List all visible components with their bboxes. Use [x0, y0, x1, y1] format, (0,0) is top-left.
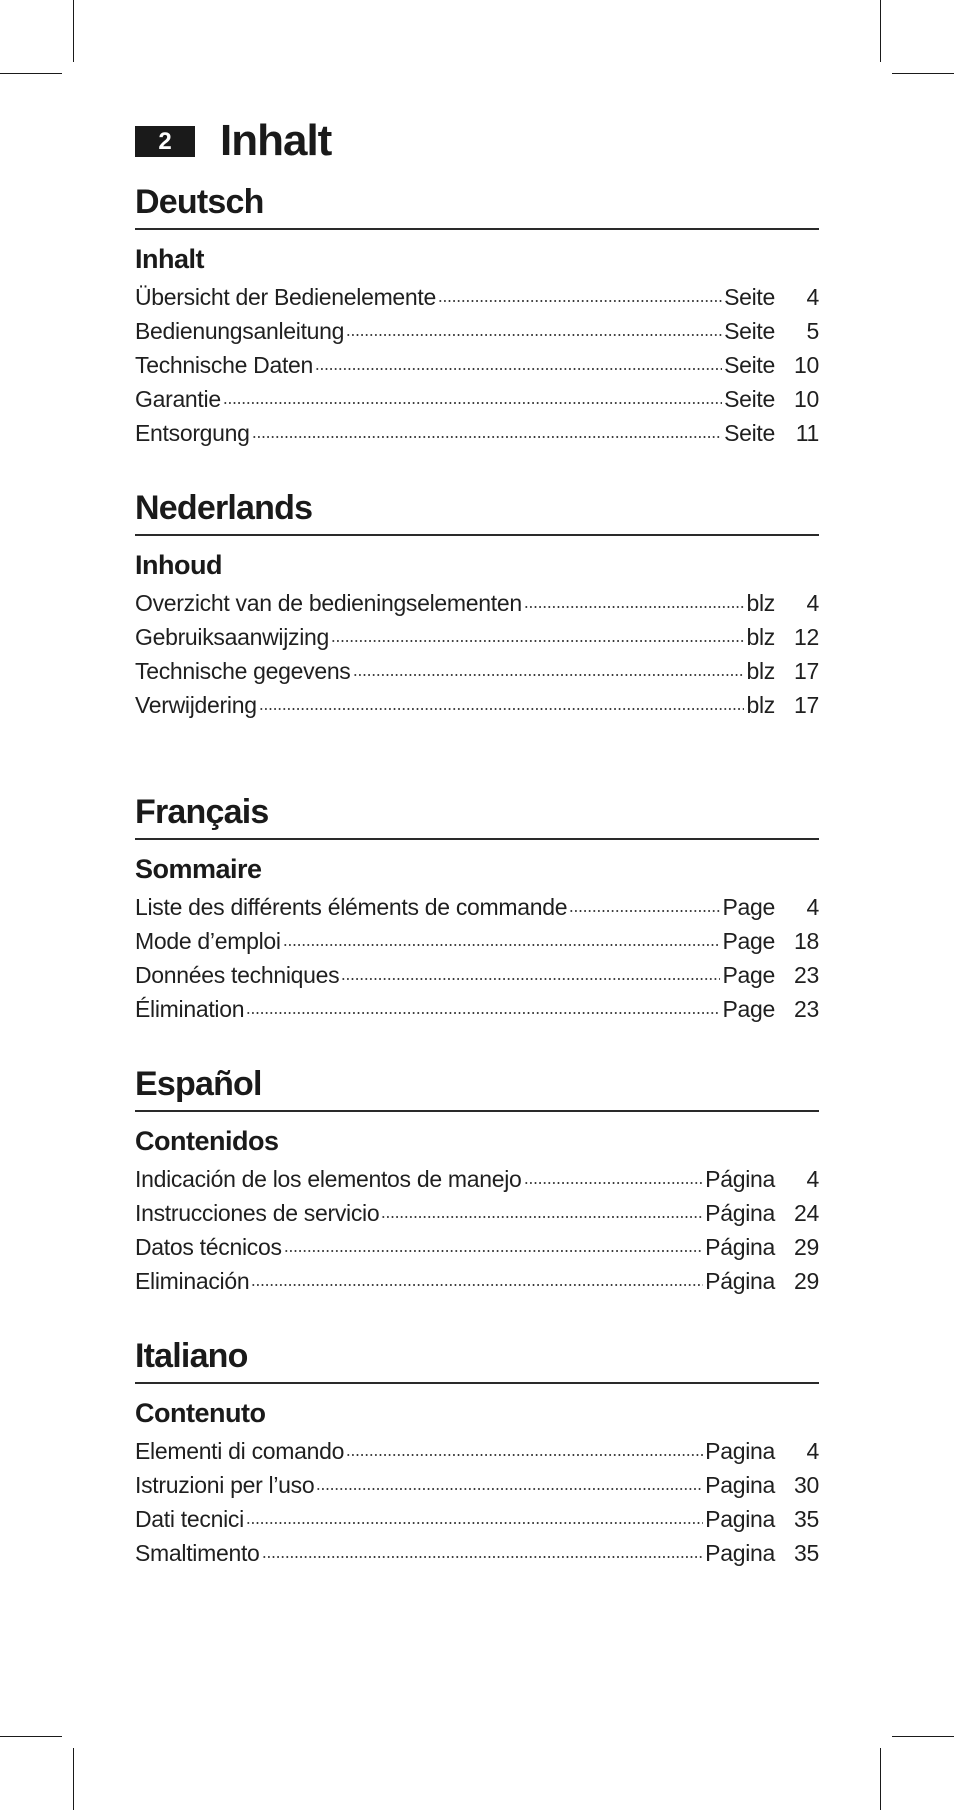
- toc-page-label: blz: [746, 624, 775, 650]
- language-heading: Español: [135, 1064, 819, 1112]
- dot-leader: [341, 976, 720, 982]
- toc-entry-title: Elementi di comando: [135, 1438, 345, 1464]
- toc-entry[interactable]: [135, 1196, 819, 1230]
- toc-page-number: 24: [794, 1200, 819, 1226]
- toc-entry[interactable]: [135, 1536, 819, 1570]
- toc-entry-title: Istruzioni per l’uso: [135, 1472, 315, 1498]
- dot-leader: [283, 942, 721, 948]
- toc-entry-title: Instrucciones de servicio: [135, 1200, 380, 1226]
- toc-page-label: Pagina: [705, 1438, 775, 1464]
- toc-page-number: 23: [794, 962, 819, 988]
- toc-page-label: Página: [705, 1166, 775, 1192]
- toc-page-label: Seite: [724, 386, 775, 412]
- toc-entry-title: Liste des différents éléments de commande: [135, 894, 568, 920]
- toc-entry[interactable]: [135, 280, 819, 314]
- toc-entry[interactable]: [135, 348, 819, 382]
- toc-entry-title: Overzicht van de bedieningselementen: [135, 590, 522, 616]
- toc-entry-title: Eliminación: [135, 1268, 250, 1294]
- dot-leader: [259, 706, 745, 712]
- toc-page-number: 10: [794, 352, 819, 378]
- toc-entry-title: Verwijdering: [135, 692, 257, 718]
- dot-leader: [524, 1180, 704, 1186]
- dot-leader: [381, 1214, 703, 1220]
- dot-leader: [246, 1520, 703, 1526]
- toc-page-label: Seite: [724, 352, 775, 378]
- toc-page-label: Page: [722, 928, 775, 954]
- toc-entry[interactable]: [135, 416, 819, 450]
- toc-page-label: Página: [705, 1268, 775, 1294]
- toc-page-number: 4: [806, 1166, 819, 1192]
- section-subtitle: Inhalt: [135, 244, 204, 274]
- toc-entry-title: Datos técnicos: [135, 1234, 282, 1260]
- toc-list: [135, 280, 819, 450]
- toc-page-number: 35: [794, 1506, 819, 1532]
- section-deutsch: [135, 182, 819, 450]
- toc-page-number: 4: [806, 590, 819, 616]
- dot-leader: [353, 672, 745, 678]
- toc-entry[interactable]: [135, 890, 819, 924]
- dot-leader: [252, 434, 722, 440]
- toc-entry[interactable]: [135, 688, 819, 722]
- toc-page-label: Página: [705, 1200, 775, 1226]
- toc-entry[interactable]: [135, 992, 819, 1026]
- toc-entry[interactable]: [135, 1162, 819, 1196]
- section-francais: [135, 792, 819, 1026]
- toc-entry[interactable]: [135, 1468, 819, 1502]
- toc-list: [135, 1434, 819, 1570]
- section-nederlands: [135, 488, 819, 722]
- dot-leader: [524, 604, 745, 610]
- page-number-badge: 2: [135, 126, 195, 157]
- dot-leader: [346, 332, 722, 338]
- toc-entry[interactable]: [135, 958, 819, 992]
- toc-page-number: 12: [794, 624, 819, 650]
- toc-list: [135, 586, 819, 722]
- toc-page-number: 11: [795, 420, 819, 446]
- toc-entry-title: Bedienungsanleitung: [135, 318, 345, 344]
- toc-page-number: 10: [794, 386, 819, 412]
- toc-entry-title: Élimination: [135, 996, 245, 1022]
- dot-leader: [331, 638, 744, 644]
- toc-entry-title: Technische Daten: [135, 352, 314, 378]
- section-subtitle: Inhoud: [135, 550, 222, 580]
- toc-page-label: blz: [746, 658, 775, 684]
- toc-entry[interactable]: [135, 586, 819, 620]
- toc-page-label: Page: [722, 962, 775, 988]
- toc-page-label: Página: [705, 1234, 775, 1260]
- toc-page-number: 4: [806, 894, 819, 920]
- toc-entry[interactable]: [135, 1230, 819, 1264]
- crop-mark: [880, 0, 881, 62]
- toc-page-label: Pagina: [705, 1540, 775, 1566]
- toc-page-label: Seite: [724, 420, 775, 446]
- toc-list: [135, 1162, 819, 1298]
- dot-leader: [316, 1486, 703, 1492]
- toc-entry-title: Garantie: [135, 386, 221, 412]
- crop-mark: [880, 1748, 881, 1810]
- crop-mark: [73, 0, 74, 62]
- toc-entry-title: Smaltimento: [135, 1540, 260, 1566]
- toc-page-number: 5: [806, 318, 819, 344]
- toc-page-label: Pagina: [705, 1472, 775, 1498]
- toc-page-label: Page: [722, 894, 775, 920]
- toc-entry-title: Übersicht der Bedienelemente: [135, 284, 436, 310]
- toc-page-number: 4: [806, 1438, 819, 1464]
- toc-page-number: 23: [794, 996, 819, 1022]
- toc-entry[interactable]: [135, 1502, 819, 1536]
- toc-page-number: 17: [794, 658, 819, 684]
- crop-mark: [892, 1736, 954, 1737]
- dot-leader: [438, 298, 722, 304]
- toc-page-label: Page: [722, 996, 775, 1022]
- toc-page-label: Pagina: [705, 1506, 775, 1532]
- language-heading: Français: [135, 792, 819, 840]
- toc-page-number: 30: [794, 1472, 819, 1498]
- toc-page-number: 17: [794, 692, 819, 718]
- toc-entry-title: Entsorgung: [135, 420, 250, 446]
- toc-entry[interactable]: [135, 1434, 819, 1468]
- page-header: [135, 110, 819, 172]
- toc-entry-title: Données techniques: [135, 962, 340, 988]
- toc-entry-title: Gebruiksaanwijzing: [135, 624, 330, 650]
- dot-leader: [246, 1010, 720, 1016]
- language-heading: Italiano: [135, 1336, 819, 1384]
- toc-entry-title: Technische gegevens: [135, 658, 351, 684]
- dot-leader: [284, 1248, 704, 1254]
- section-italiano: [135, 1336, 819, 1570]
- toc-entry[interactable]: [135, 1264, 819, 1298]
- toc-page-label: Seite: [724, 284, 775, 310]
- section-espanol: [135, 1064, 819, 1298]
- toc-entry[interactable]: [135, 382, 819, 416]
- toc-page-number: 35: [794, 1540, 819, 1566]
- section-subtitle: Sommaire: [135, 854, 262, 884]
- toc-page-label: blz: [746, 590, 775, 616]
- crop-mark: [0, 73, 62, 74]
- crop-mark: [0, 1736, 62, 1737]
- toc-entry[interactable]: [135, 654, 819, 688]
- toc-list: [135, 890, 819, 1026]
- dot-leader: [223, 400, 722, 406]
- toc-entry[interactable]: [135, 924, 819, 958]
- dot-leader: [262, 1554, 704, 1560]
- toc-entry[interactable]: [135, 314, 819, 348]
- section-subtitle: Contenidos: [135, 1126, 279, 1156]
- toc-entry-title: Mode d’emploi: [135, 928, 281, 954]
- toc-entry-title: Dati tecnici: [135, 1506, 244, 1532]
- language-heading: Nederlands: [135, 488, 819, 536]
- toc-page-number: 29: [794, 1268, 819, 1294]
- toc-entry[interactable]: [135, 620, 819, 654]
- page-title: Inhalt: [220, 116, 332, 165]
- toc-entry-title: Indicación de los elementos de manejo: [135, 1166, 522, 1192]
- crop-mark: [73, 1748, 74, 1810]
- section-subtitle: Contenuto: [135, 1398, 266, 1428]
- dot-leader: [251, 1282, 703, 1288]
- toc-page-number: 4: [806, 284, 819, 310]
- toc-page-label: blz: [746, 692, 775, 718]
- toc-page: [135, 110, 819, 1570]
- crop-mark: [892, 73, 954, 74]
- dot-leader: [315, 366, 722, 372]
- dot-leader: [346, 1452, 703, 1458]
- toc-page-label: Seite: [724, 318, 775, 344]
- toc-page-number: 18: [794, 928, 819, 954]
- language-heading: Deutsch: [135, 182, 819, 230]
- dot-leader: [569, 908, 720, 914]
- toc-page-number: 29: [794, 1234, 819, 1260]
